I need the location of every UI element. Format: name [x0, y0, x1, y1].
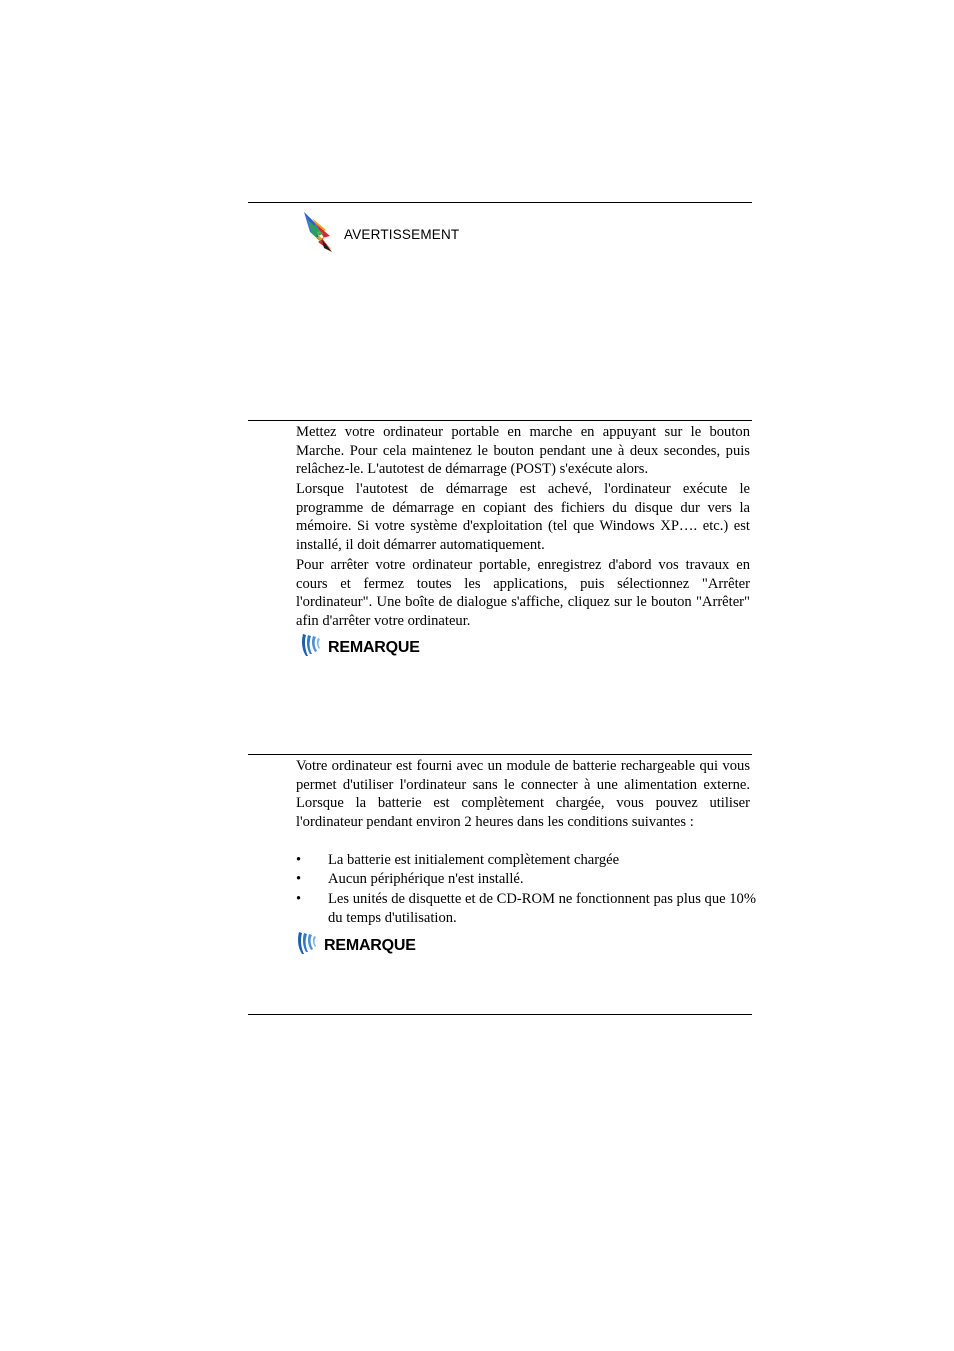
list-item-text: Aucun périphérique n'est installé.: [328, 871, 524, 888]
list-item-text: Les unités de disquette et de CD-ROM ne fonctionnent pas plus que 10% du temps d'utilisation.: [328, 890, 757, 927]
list-item: [296, 851, 750, 870]
bullet-icon: •: [296, 852, 302, 868]
bullet-icon: •: [296, 890, 302, 907]
note-feather-icon: [296, 930, 318, 961]
list-item: [296, 870, 750, 889]
note-label-startup: REMARQUE: [328, 638, 420, 656]
note-label-battery: REMARQUE: [324, 936, 416, 954]
list-item-text: La batterie est initialement complètement chargée: [328, 852, 620, 868]
battery-paragraph: Votre ordinateur est fourni avec un module de batterie rechargeable qui vous permet d'utiliser l'ordinateur sans le connecter à une alimentation externe. Lorsque la batterie est complètement chargée, vous pouvez utiliser l'ordinateur pendant environ 2 heures dans les conditions suivantes :: [296, 758, 750, 830]
warning-heading: [302, 210, 459, 259]
battery-conditions-list: [296, 851, 757, 929]
note-heading-startup: [300, 632, 420, 663]
warning-arrows-icon: [302, 210, 336, 259]
section-divider-top: [248, 202, 752, 203]
shutdown-paragraph: Pour arrêter votre ordinateur portable, enregistrez d'abord vos travaux en cours et fermez toutes les applications, puis sélectionnez "Arrêter l'ordinateur". Une boîte de dialogue s'affiche, cliquez sur le bouton "Arrêter" afin d'arrêter votre ordinateur.: [296, 557, 750, 629]
note-feather-icon: [300, 632, 322, 663]
startup-paragraph-1: Mettez votre ordinateur portable en marche en appuyant sur le bouton Marche. Pour cela maintenez le bouton pendant une à deux secondes, puis relâchez-le. L'autotest de démarrage (POST) s'exécute alors.: [296, 424, 750, 478]
note-heading-battery: [296, 930, 416, 961]
section-divider-startup: [248, 420, 752, 421]
section-divider-battery: [248, 754, 752, 755]
list-item: [296, 890, 758, 929]
warning-label: AVERTISSEMENT: [344, 227, 460, 242]
startup-paragraph-2: Lorsque l'autotest de démarrage est achevé, l'ordinateur exécute le programme de démarrage en copiant des fichiers du disque dur vers la mémoire. Si votre système d'exploitation (tel que Windows XP…. etc.) est installé, il doit démarrer automatiquement.: [296, 481, 750, 553]
section-divider-bottom: [248, 1014, 752, 1015]
bullet-icon: •: [296, 871, 302, 888]
